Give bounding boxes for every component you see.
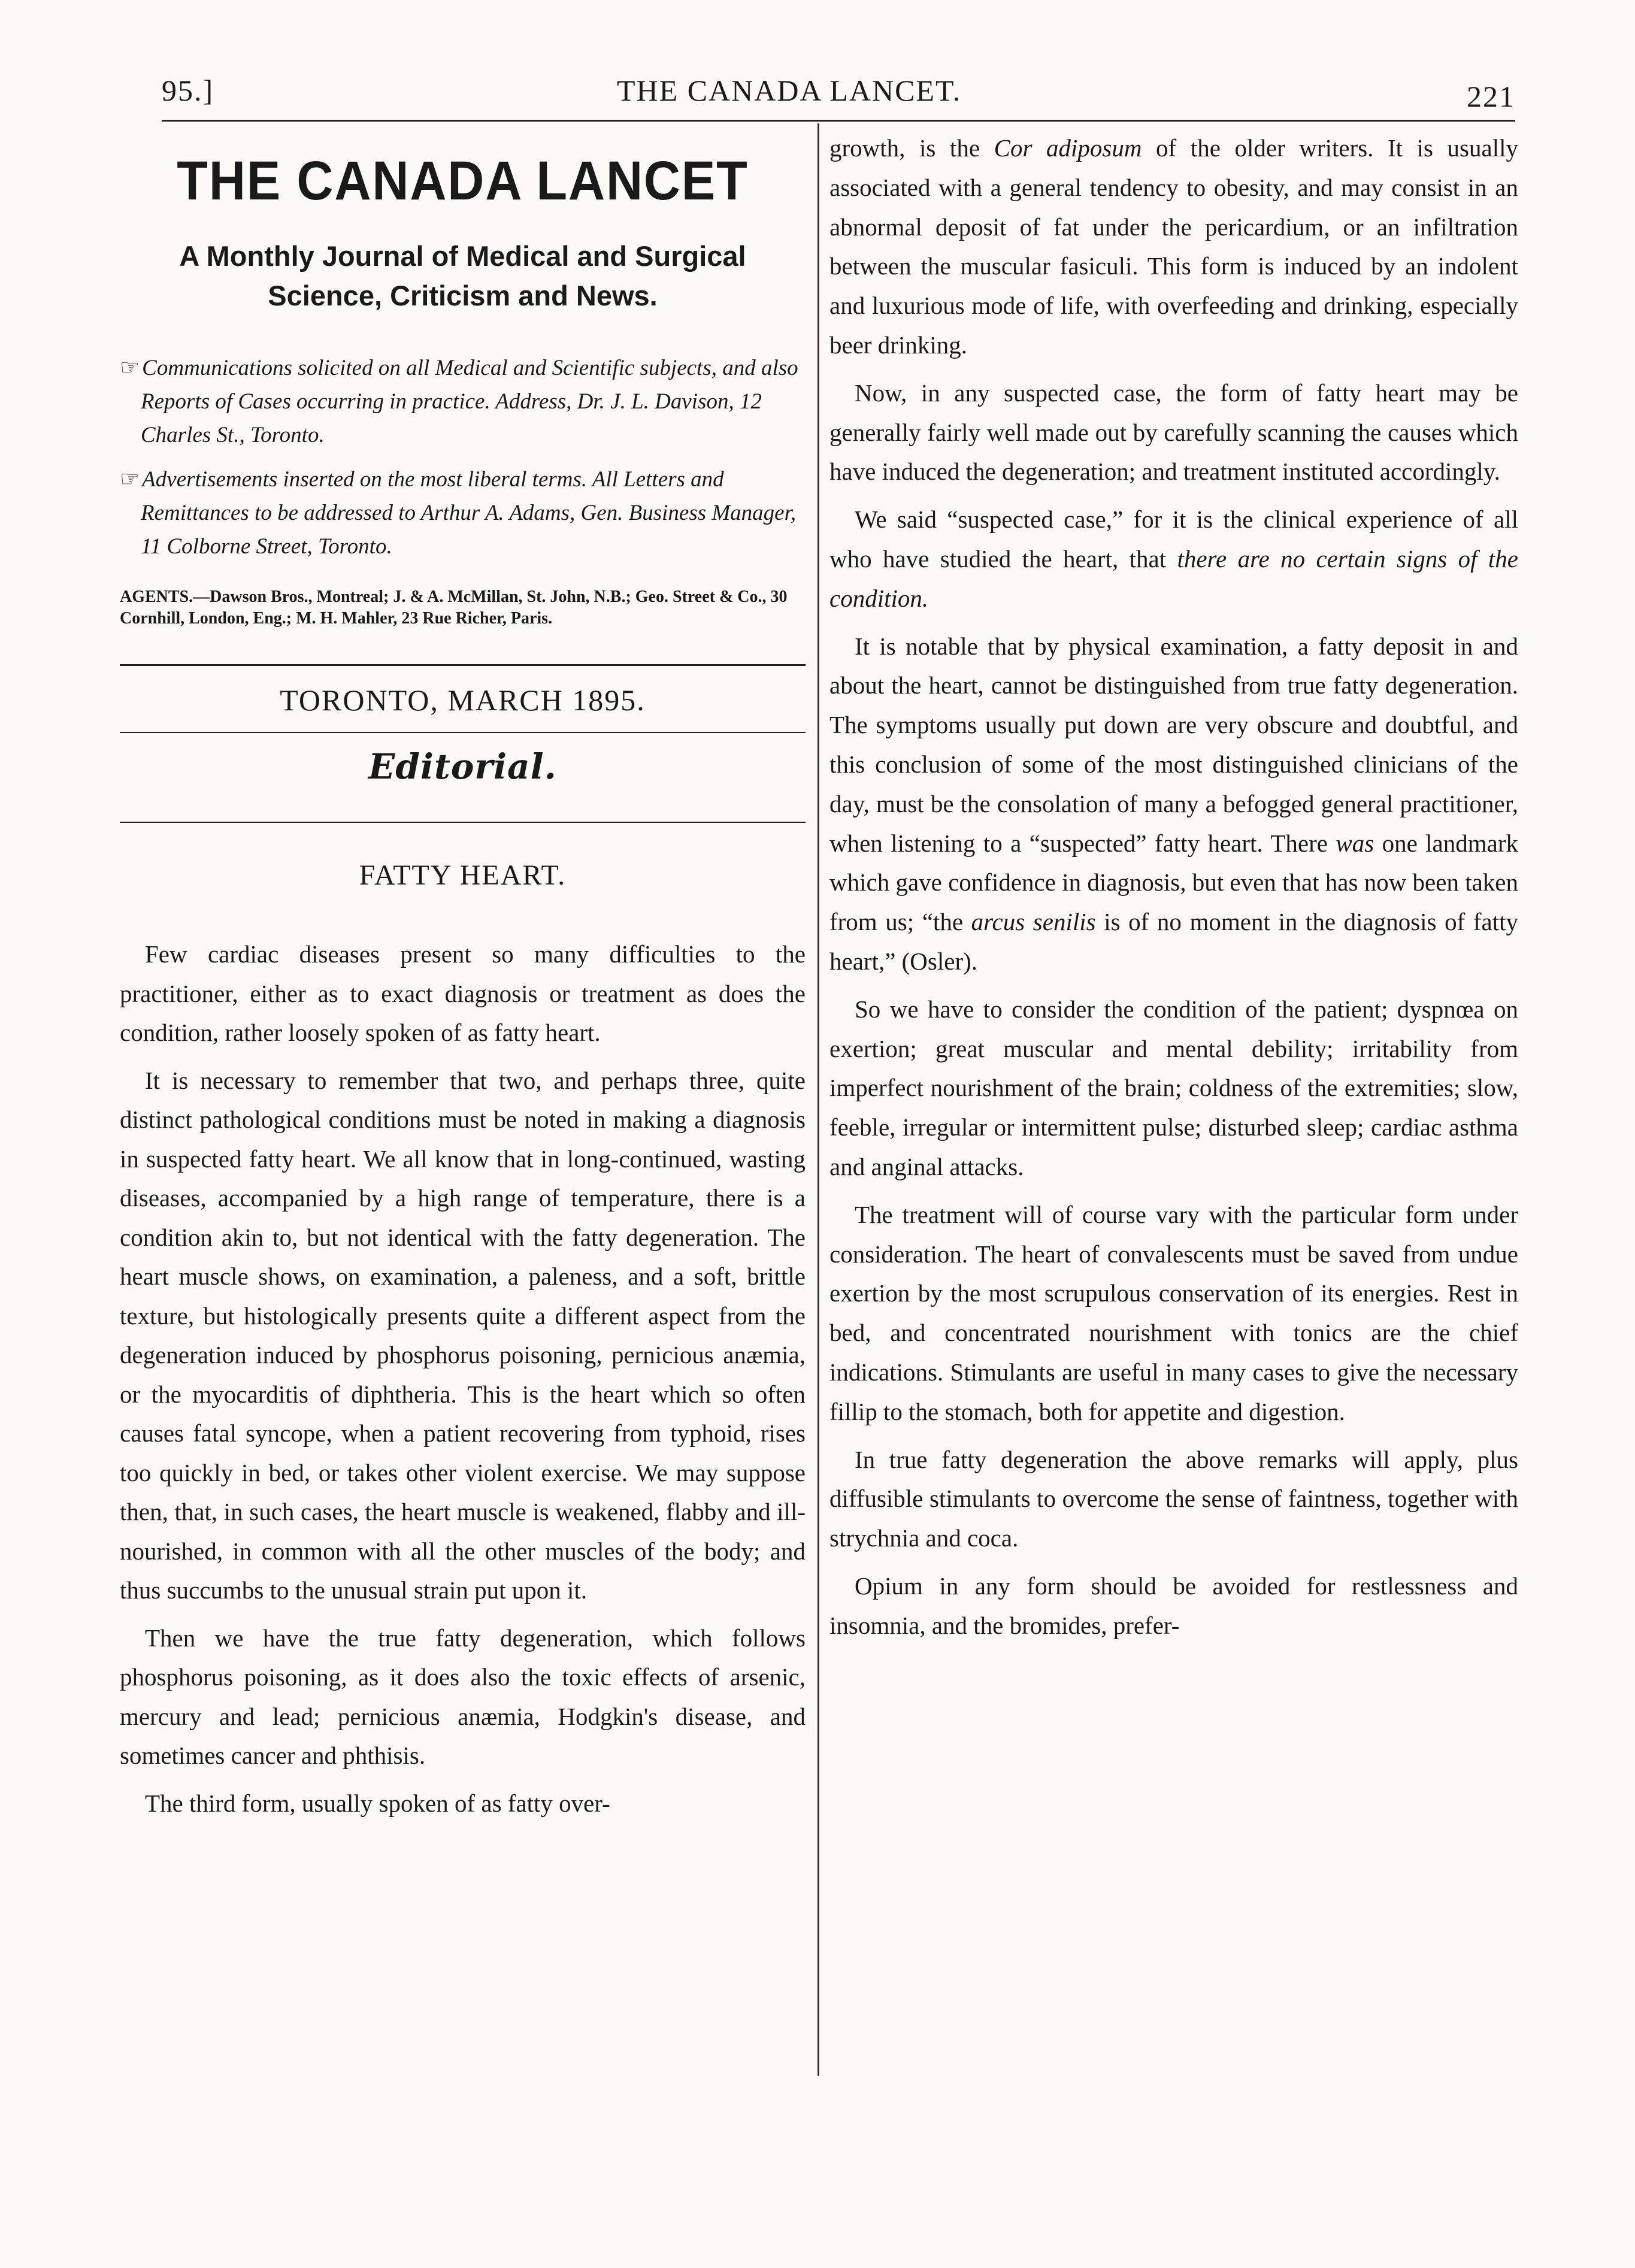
- masthead-rule: [120, 664, 806, 666]
- paragraph: It is necessary to remember that two, and perhaps three, quite distinct pathological conditions must be noted in making a diagnosis in suspected fatty heart. We all know that in long-continued, wasting diseases, accompanied by a high range of temperature, there is a condition akin to, but not identical with the fatty degeneration. The heart muscle shows, on examination, a paleness, and a soft, brittle texture, but histologically presents quite a different aspect from the degeneration induced by phosphorus poisoning, pernicious anæmia, or the myocarditis of diphtheria. This is the heart which so often causes fatal syncope, when a patient recovering from typhoid, rises too quickly in bed, or takes other violent exercise. We may suppose then, that, in such cases, the heart muscle is weakened, flabby and ill-nourished, in common with all the other muscles of the body; and thus succumbs to the unusual strain put upon it.: [120, 1066, 806, 1604]
- running-title: THE CANADA LANCET.: [617, 74, 962, 107]
- masthead-title: THE CANADA LANCET: [177, 150, 749, 211]
- emphasis: was: [1336, 829, 1374, 857]
- paragraph: So we have to consider the condition of the patient; dyspnœa on exertion; great muscular and mental debility; irritability from imperfect nourishment of the brain; coldness of the extremities; slow, feeble, irregular or intermittent pulse; disturbed sleep; cardiac asthma and anginal attacks.: [829, 995, 1518, 1180]
- section-rule: [120, 822, 806, 823]
- pointing-hand-icon: ☞: [120, 356, 140, 380]
- communications-text: Communications solicited on all Medical and Scientific subjects, and also Reports of Cases occurring in practice. Address, Dr. J. L. Davison, 12 Charles St., Toronto.: [141, 356, 798, 447]
- volume-number: 95.]: [162, 74, 214, 107]
- paragraph: It is notable that by physical examination, a fatty deposit in and about the heart, cannot be distinguished from true fatty degeneration. The symptoms usually put down are very obscure and doubtful, and this conclusion of some of the most distinguished clinicians of the day, must be the consolation of many a befogged general practitioner, when listening to a “suspected” fatty heart. There was one landmark which gave confidence in diagnosis, but even that has now been taken from us; “the arcus senilis is of no moment in the diagnosis of fatty heart,” (Osler).: [829, 632, 1518, 975]
- paragraph: growth, is the Cor adiposum of the older writers. It is usually associated with a general tendency to obesity, and may consist in an abnormal deposit of fat under the pericardium, or an infiltration between the muscular fasiculi. This form is induced by an indolent and luxurious mode of life, with overfeeding and drinking, especially beer drinking.: [829, 134, 1518, 359]
- paragraph: Now, in any suspected case, the form of fatty heart may be generally fairly well made out by carefully scanning the causes which have induced the degeneration; and treatment instituted accordingly.: [829, 378, 1518, 486]
- paragraph: The third form, usually spoken of as fatty over-: [145, 1789, 610, 1817]
- communications-notice: [120, 352, 806, 452]
- running-head: [162, 66, 1515, 114]
- article-title: FATTY HEART.: [359, 859, 567, 891]
- section-heading: Editorial.: [368, 746, 557, 787]
- page-number: 221: [1467, 80, 1515, 113]
- paragraph: We said “suspected case,” for it is the clinical experience of all who have studied the heart, that there are no certain signs of the condition.: [829, 505, 1518, 612]
- paragraph: Opium in any form should be avoided for restlessness and insomnia, and the bromides, prefer-: [829, 1571, 1518, 1639]
- emphasis: Cor adiposum: [994, 134, 1142, 162]
- column-divider: [818, 123, 819, 2076]
- dateline-rule: [120, 732, 806, 733]
- paragraph: Then we have the true fatty degeneration, which follows phosphorus poisoning, as it does also the toxic effects of arsenic, mercury and lead; pernicious anæmia, Hodgkin's disease, and sometimes cancer and phthisis.: [120, 1624, 806, 1769]
- paragraph: Few cardiac diseases present so many difficulties to the practitioner, either as to exact diagnosis or treatment as does the condition, rather loosely spoken of as fatty heart.: [120, 940, 806, 1046]
- right-column: [829, 129, 1518, 1654]
- header-rule: [162, 120, 1515, 122]
- advertisements-notice: [120, 463, 806, 564]
- masthead-subtitle: A Monthly Journal of Medical and Surgical Science, Criticism and News.: [179, 240, 746, 311]
- dateline: TORONTO, MARCH 1895.: [280, 683, 646, 717]
- emphasis: arcus senilis: [971, 908, 1096, 936]
- paragraph: In true fatty degeneration the above remarks will apply, plus diffusible stimulants to overcome the sense of faintness, together with strychnia and coca.: [829, 1445, 1518, 1552]
- advertisements-text: Advertisements inserted on the most liberal terms. All Letters and Remittances to be addressed to Arthur A. Adams, Gen. Business Manager, 11 Colborne Street, Toronto.: [141, 467, 797, 559]
- emphasis: there are no certain signs of the condition.: [829, 544, 1518, 612]
- paragraph: The treatment will of course vary with the particular form under consideration. The heart of convalescents must be saved from undue exertion by the most scrupulous conservation of its energies. Rest in bed, and concentrated nourishment with tonics are the chief indications. Stimulants are useful in many cases to give the necessary fillip to the stomach, both for appetite and digestion.: [829, 1200, 1518, 1425]
- left-column: [120, 144, 806, 1831]
- agents-list: AGENTS.—Dawson Bros., Montreal; J. & A. McMillan, St. John, N.B.; Geo. Street & Co., 30 Cornhill, London, Eng.; M. H. Mahler, 23 Rue Richer, Paris.: [120, 588, 788, 628]
- pointing-hand-icon: ☞: [120, 467, 140, 492]
